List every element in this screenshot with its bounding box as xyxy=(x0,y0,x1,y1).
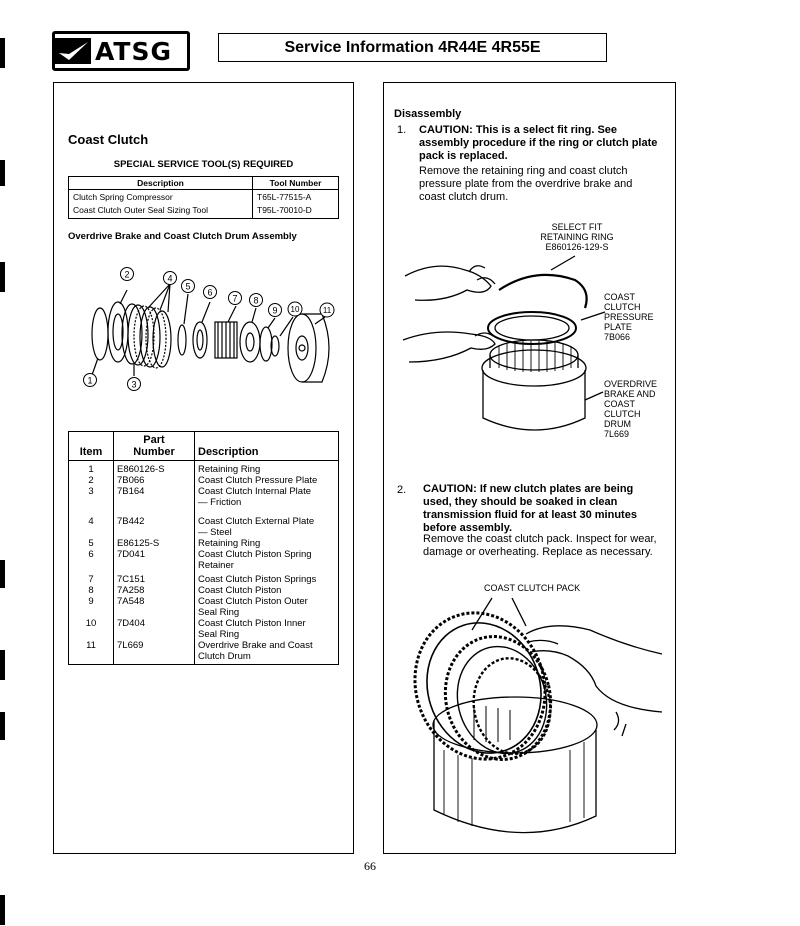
svg-text:6: 6 xyxy=(207,287,213,298)
page-number: 66 xyxy=(364,859,376,873)
label-coast-clutch-pack: COAST CLUTCH PACK xyxy=(484,583,581,593)
svg-text:10: 10 xyxy=(290,305,300,314)
step-2-number: 2. xyxy=(397,484,407,496)
table-row: 10 7D404 Coast Clutch Piston Inner Seal Ring xyxy=(69,618,339,640)
tool-number: T95L-70010-D xyxy=(253,204,339,219)
svg-text:11: 11 xyxy=(322,306,332,315)
table-row: 5 E86125-S Retaining Ring xyxy=(69,538,339,549)
svg-text:7: 7 xyxy=(232,293,238,304)
tool-description: Coast Clutch Outer Seal Sizing Tool xyxy=(69,204,253,219)
table-row: 9 7A548 Coast Clutch Piston Outer Seal Ring xyxy=(69,596,339,618)
step-2-caution: CAUTION: If new clutch plates are being used, they should be soaked in clean transmission fluid for at least 30 minutes before assembly. xyxy=(423,483,637,534)
callout-4 xyxy=(164,272,177,285)
table-row: 11 7L669 Overdrive Brake and Coast Clutch Drum xyxy=(69,640,339,665)
small-retaining-ring-part xyxy=(178,325,186,355)
disassembly-heading: Disassembly xyxy=(394,108,462,120)
table-row: 4 7B442 Coast Clutch External Plate — Steel xyxy=(69,508,339,538)
tools-header-number: Tool Number xyxy=(253,177,339,190)
parts-table xyxy=(68,431,339,665)
label-select-fit-ring: SELECT FIT RETAINING RING E860126-129-S xyxy=(540,222,614,252)
step-1-text: Remove the retaining ring and coast clutch pressure plate from the overdrive brake and coast clutch drum. xyxy=(419,165,633,203)
hand-illustration xyxy=(526,626,662,654)
callout-10 xyxy=(288,302,302,316)
svg-text:1: 1 xyxy=(87,375,93,386)
table-row: 1 E860126-S Retaining Ring xyxy=(69,461,339,476)
section-title: Coast Clutch xyxy=(68,132,149,147)
parts-header-description: Description xyxy=(195,432,339,461)
tool-description: Clutch Spring Compressor xyxy=(69,190,253,205)
callout-3 xyxy=(128,378,141,391)
svg-text:5: 5 xyxy=(185,281,191,292)
callout-11 xyxy=(320,303,334,317)
callout-8 xyxy=(250,294,263,307)
tools-header-description: Description xyxy=(69,177,253,190)
logo-text: ATSG xyxy=(95,36,172,66)
step-1-number: 1. xyxy=(397,124,407,136)
binding-mark xyxy=(0,160,5,186)
binding-mark xyxy=(0,262,5,292)
step-2-text: Remove the coast clutch pack. Inspect for wear, damage or overheating. Replace as necessary. xyxy=(423,533,657,558)
svg-text:9: 9 xyxy=(272,305,278,316)
callout-1 xyxy=(84,374,97,387)
svg-text:3: 3 xyxy=(131,379,137,390)
piston-part xyxy=(240,322,260,362)
clutch-pack-part xyxy=(400,596,564,776)
clutch-pack-illustration xyxy=(400,590,670,845)
callout-2 xyxy=(121,268,134,281)
retaining-ring-part xyxy=(92,308,108,360)
label-pressure-plate: COAST CLUTCH PRESSURE PLATE 7B066 xyxy=(604,292,654,342)
table-row: 3 7B164 Coast Clutch Internal Plate — Friction xyxy=(69,486,339,508)
assembly-heading: Overdrive Brake and Coast Clutch Drum Assembly xyxy=(68,231,297,242)
tools-heading: SPECIAL SERVICE TOOL(S) REQUIRED xyxy=(113,159,294,170)
svg-text:8: 8 xyxy=(253,295,259,306)
parts-header-item: Item xyxy=(69,432,114,461)
callout-7 xyxy=(229,292,242,305)
exploded-view-diagram xyxy=(70,262,340,402)
binding-mark xyxy=(0,38,5,68)
parts-header-number: Part Number xyxy=(114,432,195,461)
callout-9 xyxy=(269,304,282,317)
drum-part xyxy=(288,314,316,382)
clutch-plate-part xyxy=(122,304,142,364)
callout-6 xyxy=(204,286,217,299)
atsg-logo xyxy=(52,31,190,71)
binding-mark xyxy=(0,895,5,925)
spring-retainer-part xyxy=(193,322,207,358)
table-row: 6 7D041 Coast Clutch Piston Spring Retainer xyxy=(69,549,339,571)
drum-illustration xyxy=(483,370,585,430)
callout-5 xyxy=(182,280,195,293)
outer-seal-part xyxy=(260,327,272,361)
page-title: Service Information 4R44E 4R55E xyxy=(218,33,607,62)
label-drum: OVERDRIVE BRAKE AND COAST CLUTCH DRUM 7L669 xyxy=(604,379,658,439)
binding-mark xyxy=(0,650,5,680)
wing-logo-icon xyxy=(55,38,91,64)
pressure-plate-illustration xyxy=(488,312,576,344)
step-1-caution: CAUTION: This is a select fit ring. See assembly procedure if the ring or clutch plate pack is replaced. xyxy=(419,124,658,162)
binding-mark xyxy=(0,712,5,740)
table-row: 2 7B066 Coast Clutch Pressure Plate xyxy=(69,475,339,486)
retaining-ring-illustration xyxy=(499,275,587,308)
table-row: 7 7C151 Coast Clutch Piston Springs xyxy=(69,571,339,585)
tool-number: T65L-77515-A xyxy=(253,190,339,205)
binding-mark xyxy=(0,560,5,588)
tools-table xyxy=(68,176,339,219)
table-row: 8 7A258 Coast Clutch Piston xyxy=(69,585,339,596)
svg-text:2: 2 xyxy=(124,269,130,280)
svg-text:4: 4 xyxy=(167,273,173,284)
